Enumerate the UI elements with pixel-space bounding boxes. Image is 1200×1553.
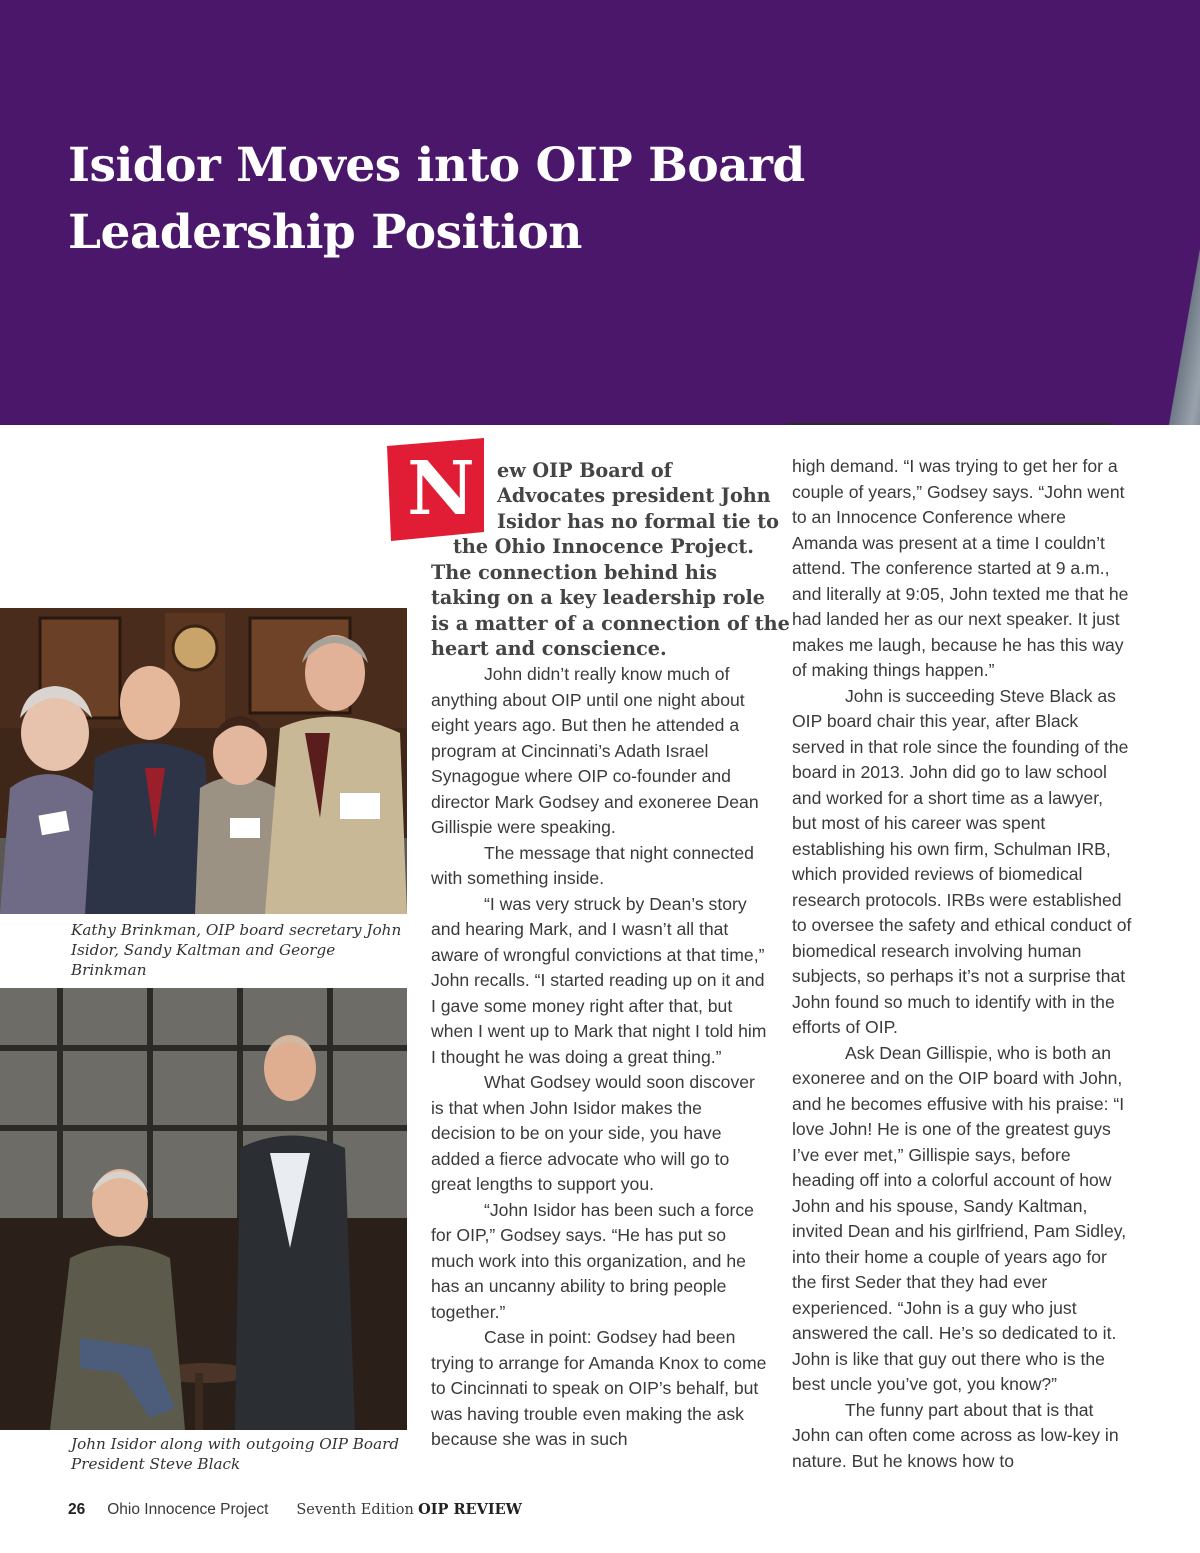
intro-line: ew OIP Board of — [497, 459, 672, 482]
intro-line: the Ohio Innocence Project. — [453, 535, 754, 558]
photo-group-illustration — [0, 608, 407, 914]
dropcap-letter: N — [407, 446, 475, 532]
intro-line: The connection behind his — [431, 561, 717, 584]
body-paragraph: The message that night connected with something inside. — [431, 842, 754, 888]
page-number: 26 — [68, 1501, 86, 1518]
footer-edition: Seventh Edition — [296, 1502, 414, 1518]
intro-line: heart and conscience. — [431, 637, 667, 660]
body-paragraph: Ask Dean Gillispie, who is both an exoneree and on the OIP board with John, and he becomes effusive with his praise: “I love John! He is one of the greatest guys I’ve ever met,” Gillispie says, before heading off into a colorful account of how John and his spouse, Sandy Kaltman, invited Dean and his girlfriend, Pam Sidley, into their home a couple of years ago for the first Seder that they had ever experienced. “John is a guy who just answered the call. He’s so dedicated to it. John is like that guy out there who is the best uncle you’ve got, you know?” — [792, 1042, 1127, 1394]
photo-caption-2: John Isidor along with outgoing OIP Board President Steve Black — [71, 1435, 400, 1473]
footer-organization: Ohio Innocence Project — [107, 1501, 269, 1518]
article-title — [68, 132, 828, 266]
body-paragraph: The funny part about that is that John can often come across as low-key in nature. But he knows how to — [792, 1399, 1119, 1471]
intro-line: is a matter of a connection of the — [431, 612, 790, 635]
body-column-right — [792, 454, 1132, 1474]
body-paragraph: high demand. “I was trying to get her for a couple of years,” Godsey says. “John went to an Innocence Conference where Amanda was present at a time I couldn’t attend. The conference started at 9 a.m., and literally at 9:05, John texted me that he had landed her as our next speaker. It just makes me laugh, because he has this way of making things happen.” — [792, 456, 1129, 680]
body-paragraph: What Godsey would soon discover is that when John Isidor makes the decision to be on your side, you have added a fierce advocate who will go to great lengths to support you. — [431, 1072, 755, 1194]
photo-pair-illustration — [0, 988, 407, 1430]
body-paragraph: John is succeeding Steve Black as OIP board chair this year, after Black served in that role since the founding of the board in 2013. John did go to law school and worked for a short time as a lawyer, but most of his career was spent establishing his own firm, Schulman IRB, which provided reviews of biomedical research protocols. IRBs were established to oversee the safety and ethical conduct of biomedical research involving human subjects, so perhaps it’s not a surprise that John found so much to identify with in the efforts of OIP. — [792, 685, 1132, 1037]
body-paragraph: “John Isidor has been such a force for OIP,” Godsey says. “He has put so much work into this organization, and he has an uncanny ability to bring people together.” — [431, 1199, 754, 1322]
intro-line: Isidor has no formal tie to — [497, 510, 779, 533]
footer-publication: OIP REVIEW — [418, 1501, 522, 1518]
photo-caption-1: Kathy Brinkman, OIP board secretary John Isidor, Sandy Kaltman and George Brinkman — [71, 921, 402, 979]
column-rule — [787, 423, 1112, 425]
intro-line: Advocates president John — [497, 484, 771, 507]
header-banner — [0, 0, 1200, 425]
photo-brinkman-group — [0, 608, 407, 914]
body-column-middle — [431, 662, 771, 1453]
body-paragraph: Case in point: Godsey had been trying to arrange for Amanda Knox to come to Cincinnati to speak on OIP’s behalf, but was having trouble even making the ask because she was in such — [431, 1327, 767, 1449]
title-line-1: Isidor Moves into OIP Board — [68, 138, 805, 193]
header-photo-edge — [1158, 250, 1200, 425]
photo-isidor-black — [0, 988, 407, 1430]
body-paragraph: “I was very struck by Dean’s story and hearing Mark, and I wasn’t all that aware of wrongful convictions at that time,” John recalls. “I started reading up on it and I gave some money right after that, but when I went up to Mark that night I told him I thought he was doing a great thing.” — [431, 893, 767, 1067]
page-footer — [68, 1499, 522, 1521]
body-paragraph: John didn’t really know much of anything about OIP until one night about eight years ago. But then he attended a program at Cincinnati’s Adath Israel Synagogue where OIP co-founder and director Mark Godsey and exoneree Dean Gillispie were speaking. — [431, 664, 759, 837]
title-line-2: Leadership Position — [68, 205, 582, 260]
intro-line: taking on a key leadership role — [431, 586, 766, 609]
